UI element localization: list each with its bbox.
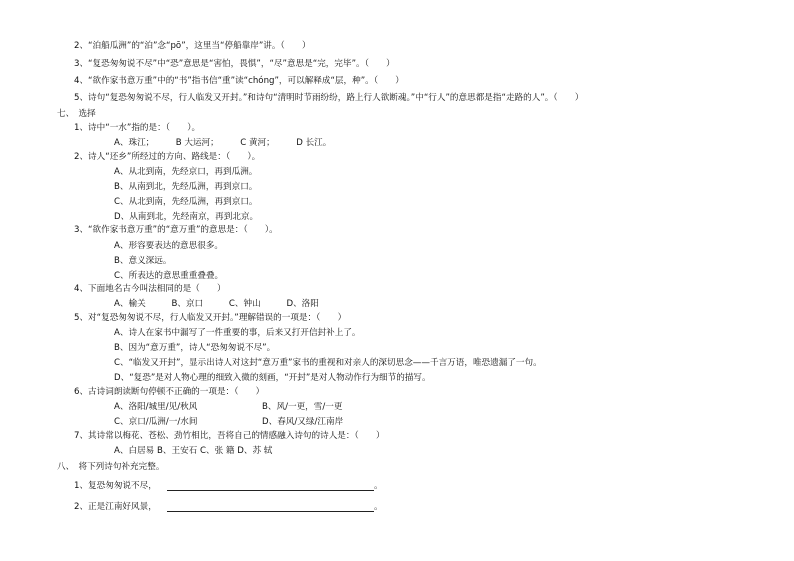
choice-q6-option-d: D、春风/又绿/江南岸	[262, 417, 344, 427]
fill-q2-prompt: 2、正是江南好风景，	[74, 502, 157, 512]
choice-q2-option-b: B、从南到北，先经瓜洲，再到京口。	[114, 182, 258, 192]
fill-q2-answer-line[interactable]	[167, 511, 374, 512]
choice-q6-option-b: B、风/一更，雪/一更	[262, 402, 343, 412]
choice-q2-option-a: A、从北到南，先经京口，再到瓜洲。	[114, 167, 258, 177]
choice-q3: 3、“欲作家书意万重”的“意万重”的意思是：（ ）。	[74, 225, 278, 235]
choice-q2-option-c: C、从北到南，先经瓜洲，再到京口。	[114, 197, 258, 207]
choice-q7: 7、其诗常以梅花、苍松、劲竹相比，吾将自己的情感融入诗句的诗人是：（ ）	[74, 431, 385, 441]
choice-q6-option-c: C、京口/瓜洲/一/水间	[114, 417, 198, 427]
fill-q1-prompt: 1、复恐匆匆说不尽，	[74, 481, 157, 491]
choice-q6-option-a: A、洛阳/城里/见/秋风	[114, 402, 198, 412]
choice-q2: 2、诗人“还乡”所经过的方向、路线是：（ ）。	[74, 152, 261, 162]
choice-q4-options: A、榆关 B、京口 C、钟山 D、洛阳	[114, 299, 319, 309]
question-3: 3、“复恐匆匆说不尽”中“恐”意思是“害怕，畏惧”，“尽”意思是“完，完毕”。（ ）	[74, 59, 395, 69]
choice-q3-option-c: C、所表达的意思重重叠叠。	[114, 271, 224, 281]
section-7-heading: 七、 选择	[57, 109, 96, 119]
choice-q5-option-a: A、诗人在家书中漏写了一件重要的事，后来又打开信封补上了。	[114, 328, 361, 338]
fill-q2-end-mark: 。	[374, 502, 383, 512]
choice-q3-option-a: A、形容要表达的意思很多。	[114, 241, 224, 251]
choice-q2-option-d: D、从南到北，先经南京，再到北京。	[114, 212, 259, 222]
fill-q1-answer-line[interactable]	[167, 490, 374, 491]
choice-q4: 4、下面地名古今叫法相同的是（ ）	[74, 284, 226, 294]
choice-q1-options: A、珠江； B 大运河； C 黄河； D 长江。	[114, 138, 332, 148]
choice-q5-option-d: D、“复恐”是对人物心理的细致入微的刻画，“开封”是对人物动作行为细节的描写。	[114, 373, 431, 383]
choice-q1: 1、诗中“一水”指的是：（ ）。	[74, 123, 201, 133]
question-4: 4、“欲作家书意万重”中的“书”指书信“重”读“chóng”，可以解释成“层，种”。（ ）	[74, 76, 404, 86]
section-8-heading: 八、 将下列诗句补充完整。	[57, 462, 165, 472]
choice-q7-options: A、白居易 B、王安石 C、张 籍 D、苏 轼	[114, 446, 273, 456]
choice-q5-option-b: B、因为“意万重”，诗人“恐匆匆说不尽”。	[114, 343, 276, 353]
fill-q1-end-mark: 。	[374, 481, 383, 491]
question-2: 2、“泊船瓜洲”的“泊”念“pō”，这里当“停船靠岸”讲。（ ）	[74, 41, 311, 51]
choice-q6: 6、古诗词朗读断句停顿不正确的一项是：（ ）	[74, 387, 265, 397]
choice-q3-option-b: B、意义深远。	[114, 256, 172, 266]
choice-q5: 5、对“复恐匆匆说不尽，行人临发又开封。”理解错误的一项是：（ ）	[74, 313, 347, 323]
choice-q5-option-c: C、“临发又开封”，显示出诗人对这封“意万重”家书的重视和对亲人的深切思念——千言万语，唯恐遗漏了一句。	[114, 358, 542, 368]
question-5: 5、诗句“复恐匆匆说不尽，行人临发又开封。”和诗句“清明时节雨纷纷，路上行人欲断魂。”中“行人”的意思都是指“走路的人”。（ ）	[74, 93, 584, 103]
